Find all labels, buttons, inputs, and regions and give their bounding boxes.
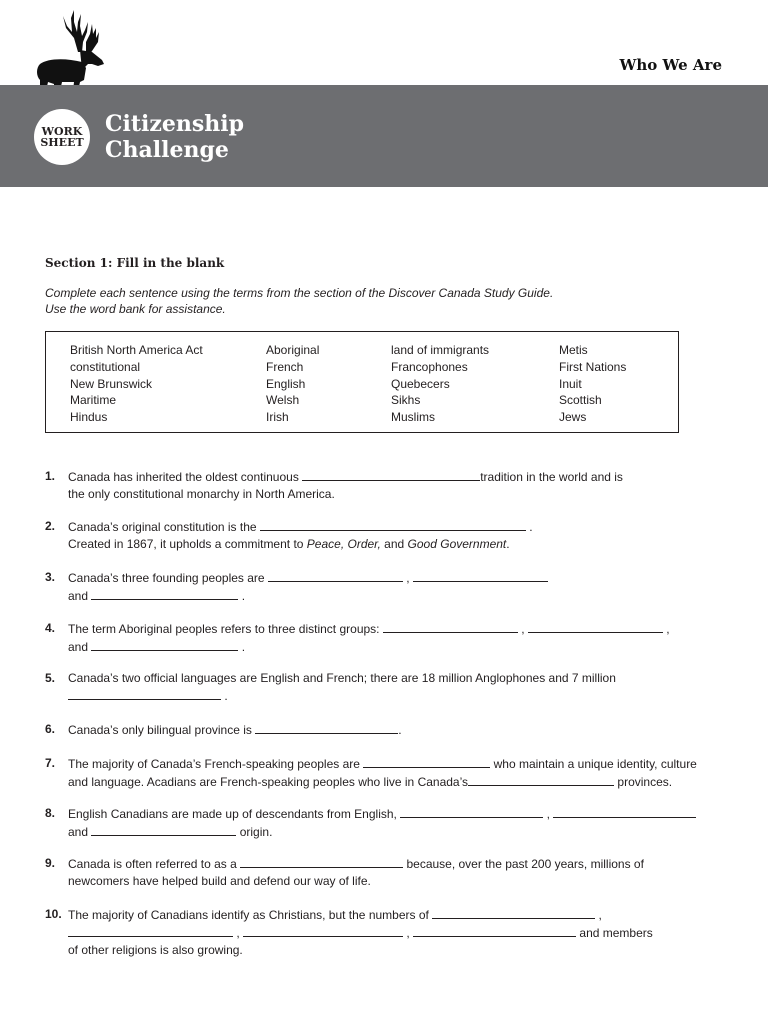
page-category-label: Who We Are [619, 56, 722, 74]
word-bank-term: constitutional [70, 359, 141, 374]
question-text: , [666, 622, 670, 636]
answer-blank[interactable] [413, 569, 548, 582]
page-title [105, 111, 244, 163]
question-number: 3. [45, 570, 56, 584]
question-number: 10. [45, 907, 62, 921]
question-text: and language. Acadians are French-speaking peoples who live in Canada’s [68, 775, 469, 789]
question-text: Canada is often referred to as a [68, 857, 237, 871]
question-text: Canada’s original constitution is the [68, 520, 257, 534]
question-text: tradition in the world and is [480, 470, 623, 484]
word-bank-term: New Brunswick [70, 376, 153, 391]
word-bank-term: Quebecers [391, 376, 450, 391]
word-bank-term: Sikhs [391, 393, 421, 408]
question-text: , [406, 926, 410, 940]
word-bank-term: Welsh [266, 393, 300, 408]
answer-blank[interactable] [363, 755, 490, 768]
answer-blank[interactable] [91, 587, 238, 600]
answer-blank[interactable] [302, 468, 480, 481]
answer-blank[interactable] [68, 687, 221, 700]
word-bank-term: Irish [266, 410, 289, 425]
question-text: and [68, 589, 89, 603]
question-text: and [380, 537, 408, 551]
answer-blank[interactable] [91, 638, 238, 651]
question-9 [45, 855, 735, 890]
question-text: , [598, 908, 602, 922]
question-text: Created in 1867, it upholds a commitment to [68, 537, 307, 551]
question-text: English Canadians are made up of descendants from English, [68, 807, 397, 821]
answer-blank[interactable] [528, 620, 663, 633]
question-6 [45, 721, 735, 739]
question-text: . [506, 537, 510, 551]
question-text: . [398, 723, 402, 737]
word-bank-column-4 [559, 342, 626, 426]
answer-blank[interactable] [432, 906, 595, 919]
question-text: . [241, 589, 246, 603]
question-number: 8. [45, 806, 56, 820]
question-text: The majority of Canadians identify as Christians, but the numbers of [68, 908, 429, 922]
title-line1: Citizenship [105, 111, 244, 137]
question-text: The majority of Canada’s French-speaking peoples are [68, 757, 360, 771]
question-8 [45, 805, 735, 841]
answer-blank[interactable] [413, 924, 576, 937]
word-bank-term: French [266, 359, 304, 374]
badge-line2: SHEET [40, 136, 84, 149]
answer-blank[interactable] [400, 805, 543, 818]
question-2 [45, 518, 735, 553]
title-line2: Challenge [105, 137, 229, 163]
instructions [45, 286, 553, 317]
question-1 [45, 468, 735, 503]
question-number: 7. [45, 756, 56, 770]
question-5 [45, 670, 735, 705]
question-3 [45, 569, 735, 605]
question-text: because, over the past 200 years, millions of [406, 857, 644, 871]
answer-blank[interactable] [260, 518, 526, 531]
question-text: The term Aboriginal peoples refers to three distinct groups: [68, 622, 380, 636]
answer-blank[interactable] [68, 924, 233, 937]
word-bank-column-3 [391, 342, 489, 426]
question-text: , [521, 622, 525, 636]
word-bank-term: Maritime [70, 393, 117, 408]
question-number: 9. [45, 856, 56, 870]
word-bank-column-2 [266, 342, 319, 426]
answer-blank[interactable] [91, 823, 236, 836]
question-number: 6. [45, 722, 56, 736]
word-bank-term: land of immigrants [391, 343, 490, 357]
answer-blank[interactable] [383, 620, 518, 633]
question-text: origin. [239, 825, 273, 839]
word-bank-column-1 [70, 342, 203, 426]
question-text: Canada’s only bilingual province is [68, 723, 252, 737]
question-text: the only constitutional monarchy in North America. [68, 487, 335, 501]
question-text: Canada’s three founding peoples are [68, 571, 265, 585]
question-text: . [224, 689, 228, 703]
answer-blank[interactable] [240, 855, 403, 868]
question-text-italic: Good Government [407, 537, 507, 551]
word-bank-term: Inuit [559, 376, 582, 391]
word-bank-term: British North America Act [70, 343, 203, 357]
word-bank-term: First Nations [559, 359, 627, 374]
question-text: . [241, 640, 246, 654]
worksheet-badge [34, 109, 90, 165]
answer-blank[interactable] [255, 721, 398, 734]
instruction-line1: Complete each sentence using the terms from the section of the Discover Canada Study Guide. [45, 286, 554, 300]
question-text: and [68, 640, 89, 654]
question-text: Canada has inherited the oldest continuous [68, 470, 299, 484]
question-7 [45, 755, 735, 791]
question-text-italic: Peace, Order, [306, 537, 381, 551]
question-text: who maintain a unique identity, culture [493, 757, 697, 771]
word-bank-term: Aboriginal [266, 343, 320, 357]
question-text: newcomers have helped build and defend our way of life. [68, 874, 371, 888]
word-bank [45, 331, 679, 433]
question-text: provinces. [617, 775, 673, 789]
question-text: and members [579, 926, 653, 940]
word-bank-term: Hindus [70, 410, 108, 425]
question-text: , [546, 807, 550, 821]
word-bank-term: Francophones [391, 359, 468, 374]
question-text: Canada’s two official languages are English and French; there are 18 million Anglophones and 7 million [68, 671, 616, 685]
question-10 [45, 906, 735, 959]
question-number: 5. [45, 671, 56, 685]
section-title: Section 1: Fill in the blank [45, 256, 225, 270]
question-text: . [529, 520, 533, 534]
answer-blank[interactable] [268, 569, 403, 582]
word-bank-term: Muslims [391, 410, 435, 425]
badge-line1: WORK [41, 125, 83, 138]
answer-blank[interactable] [243, 924, 403, 937]
question-number: 4. [45, 621, 56, 635]
answer-blank[interactable] [553, 805, 696, 818]
question-text: and [68, 825, 89, 839]
word-bank-term: Jews [559, 410, 587, 425]
word-bank-term: Metis [559, 343, 588, 357]
instruction-line2: Use the word bank for assistance. [45, 301, 226, 316]
word-bank-term: Scottish [559, 393, 602, 408]
word-bank-term: English [266, 376, 306, 391]
question-text: of other religions is also growing. [68, 943, 243, 957]
question-number: 1. [45, 469, 56, 483]
answer-blank[interactable] [468, 773, 614, 786]
question-text: , [236, 926, 240, 940]
question-number: 2. [45, 519, 56, 533]
question-4 [45, 620, 735, 656]
question-text: , [406, 571, 410, 585]
